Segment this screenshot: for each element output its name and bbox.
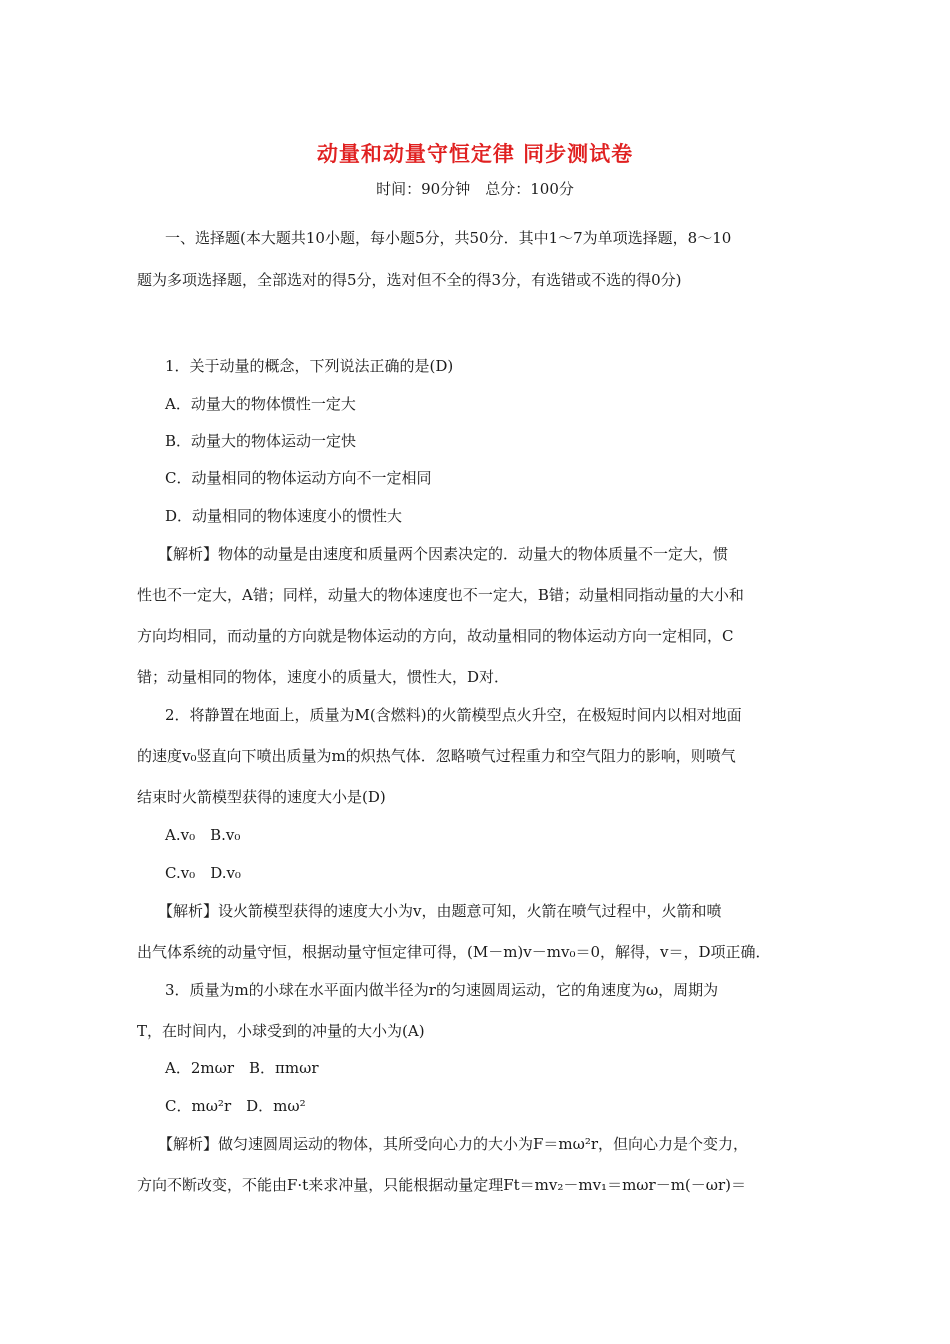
section-heading-line-2: 题为多项选择题，全部选对的得5分，选对但不全的得3分，有选错或不选的得0分): [137, 271, 682, 289]
q2-stem-line-1: 2．将静置在地面上，质量为M(含燃料)的火箭模型点火升空，在极短时间内以相对地面: [165, 706, 742, 724]
q2-options-cd: C.v₀ D.v₀: [165, 864, 241, 882]
q1-analysis-line-1: 【解析】物体的动量是由速度和质量两个因素决定的．动量大的物体质量不一定大，惯: [158, 545, 729, 563]
q3-analysis-line-2: 方向不断改变，不能由F·t来求冲量，只能根据动量定理Ft＝mv₂－mv₁＝mωr－m(－ωr)＝: [137, 1176, 747, 1194]
q1-option-c: C．动量相同的物体运动方向不一定相同: [165, 469, 432, 487]
q2-stem-line-2: 的速度v₀竖直向下喷出质量为m的炽热气体．忽略喷气过程重力和空气阻力的影响，则喷气: [137, 747, 736, 765]
section-heading-line-1: 一、选择题(本大题共10小题，每小题5分，共50分．其中1～7为单项选择题，8～10: [165, 229, 732, 247]
q1-option-a: A．动量大的物体惯性一定大: [165, 395, 356, 413]
q3-stem-line-2: T，在时间内，小球受到的冲量的大小为(A): [137, 1022, 425, 1040]
q1-analysis-line-2: 性也不一定大，A错；同样，动量大的物体速度也不一定大，B错；动量相同指动量的大小和: [137, 586, 744, 604]
q3-analysis-line-1: 【解析】做匀速圆周运动的物体，其所受向心力的大小为F＝mω²r，但向心力是个变力，: [158, 1135, 749, 1153]
q3-options-cd: C．mω²r D．mω²: [165, 1097, 306, 1115]
q2-options-ab: A.v₀ B.v₀: [165, 826, 241, 844]
document-subtitle: 时间：90分钟 总分：100分: [376, 180, 574, 198]
q1-analysis-line-4: 错；动量相同的物体，速度小的质量大，惯性大，D对．: [137, 668, 510, 686]
q2-analysis-line-2: 出气体系统的动量守恒，根据动量守恒定律可得，(M－m)v－mv₀＝0，解得，v＝，D项正确．: [137, 943, 771, 961]
q3-options-ab: A．2mωr B．πmωr: [165, 1059, 319, 1077]
q2-analysis-line-1: 【解析】设火箭模型获得的速度大小为v，由题意可知，火箭在喷气过程中，火箭和喷: [158, 902, 722, 920]
q1-analysis-line-3: 方向均相同，而动量的方向就是物体运动的方向，故动量相同的物体运动方向一定相同，C: [137, 627, 734, 645]
q1-option-b: B．动量大的物体运动一定快: [165, 432, 357, 450]
q3-stem-line-1: 3．质量为m的小球在水平面内做半径为r的匀速圆周运动，它的角速度为ω，周期为: [165, 981, 719, 999]
q2-stem-line-3: 结束时火箭模型获得的速度大小是(D): [137, 788, 386, 806]
document-title: 动量和动量守恒定律 同步测试卷: [316, 141, 634, 166]
q1-stem: 1．关于动量的概念，下列说法正确的是(D): [165, 357, 454, 375]
q1-option-d: D．动量相同的物体速度小的惯性大: [165, 507, 403, 525]
